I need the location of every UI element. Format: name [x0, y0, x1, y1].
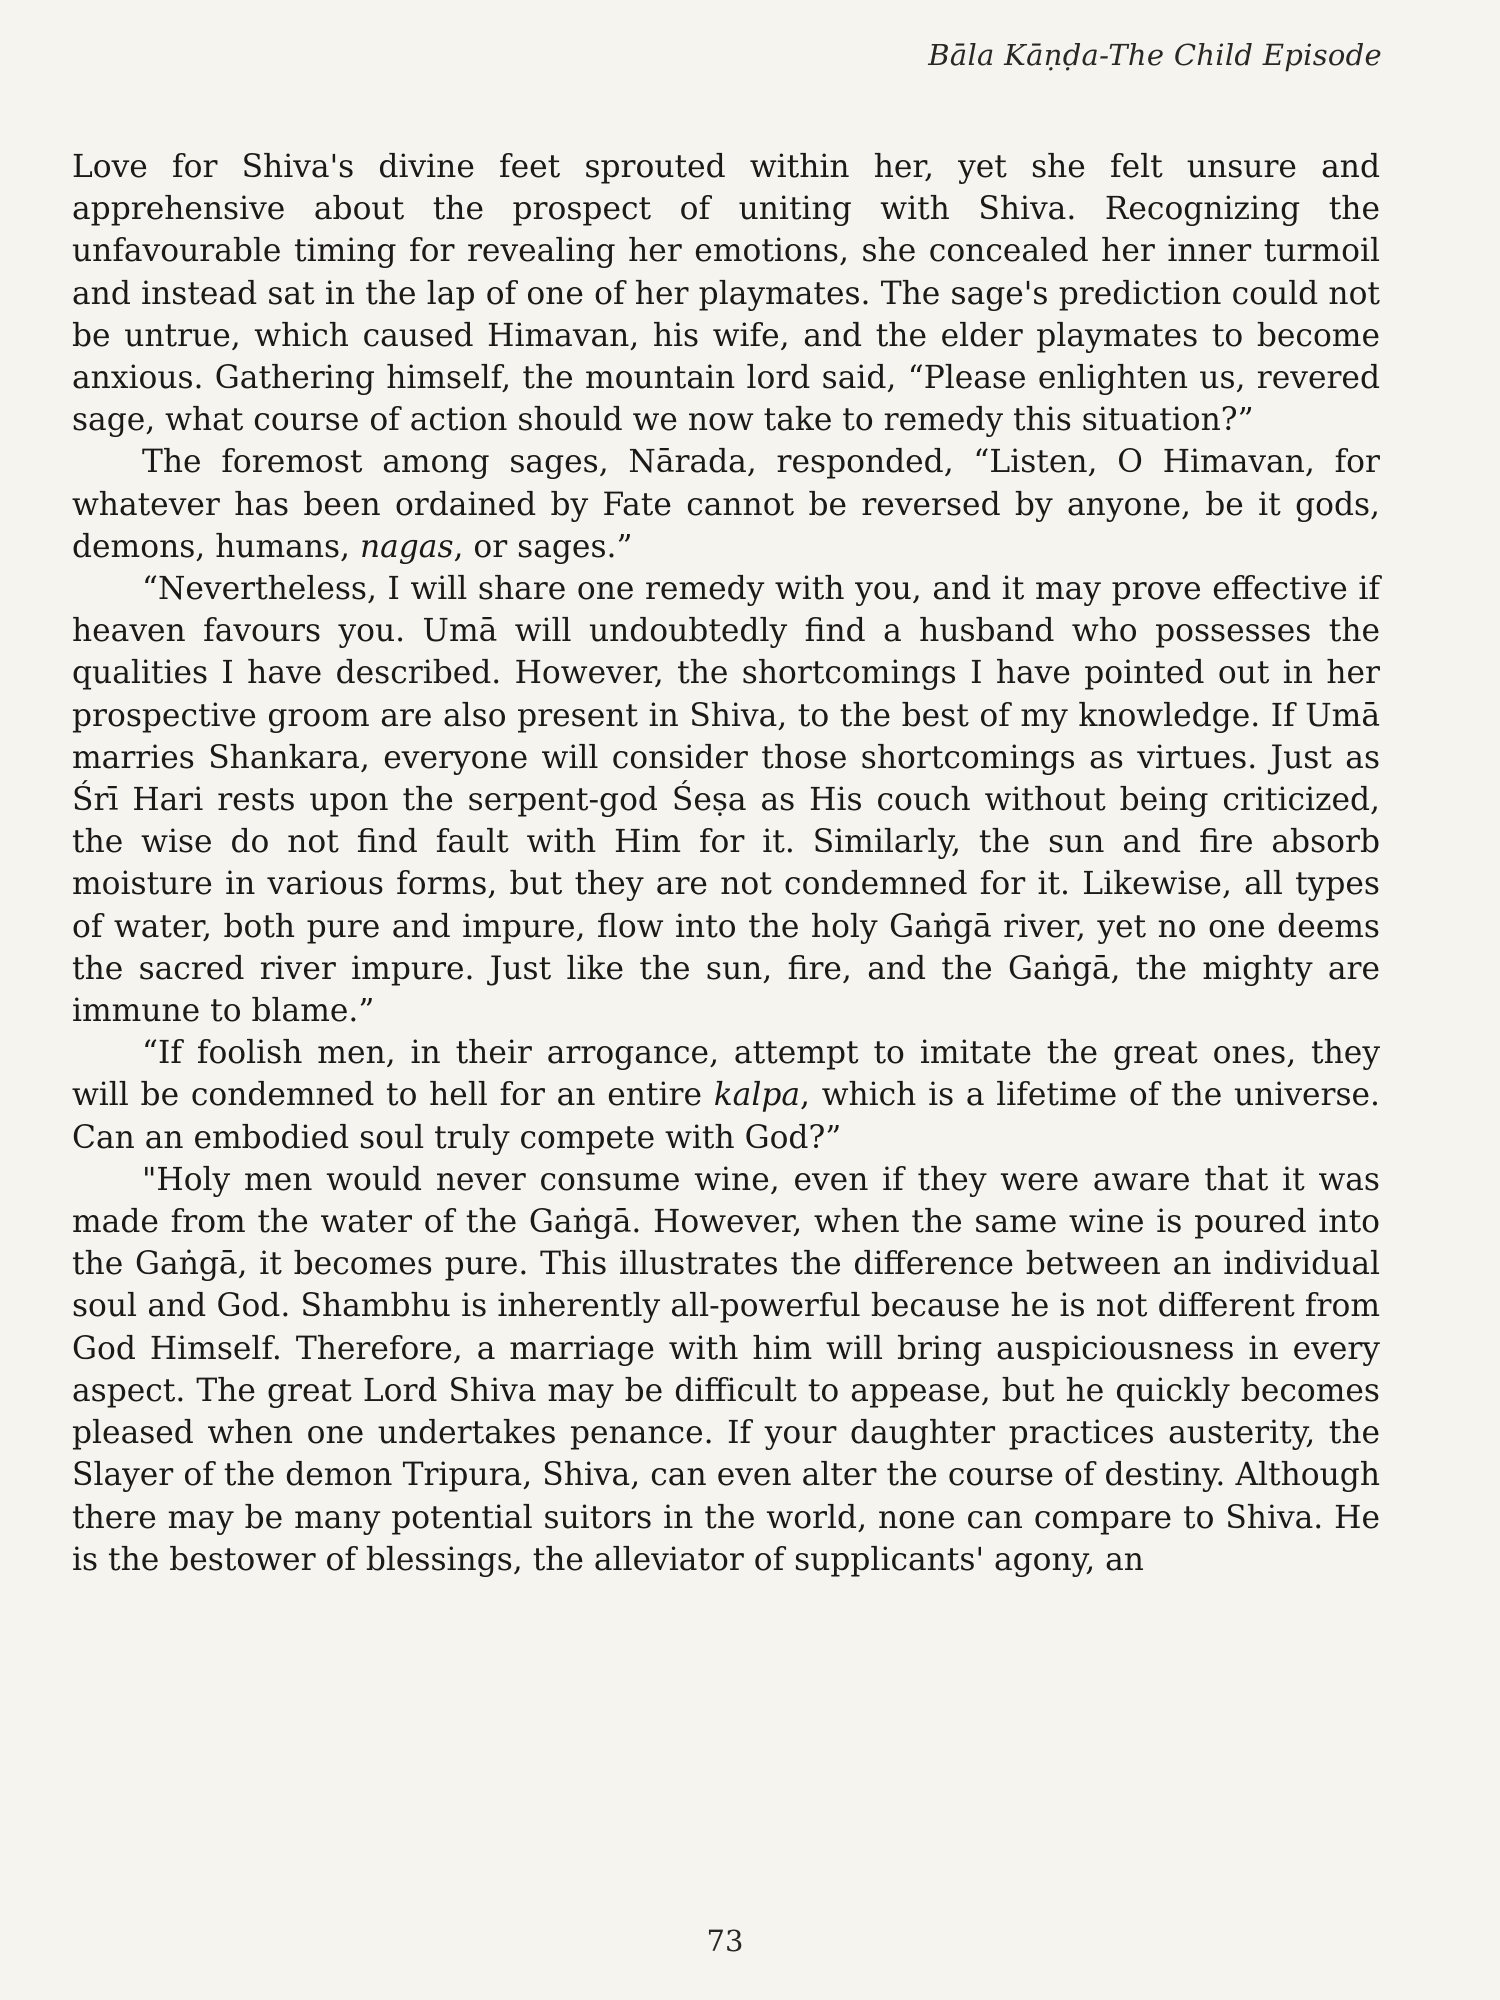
paragraph-text: “Nevertheless, I will share one remedy with you, and it may prove effective if heaven favours you. Umā will undoubtedly find a husband who possesses the qualities I have described. However, the shortcomings I have pointed out in her prospective groom are also present in Shiva, to the best of my knowledge. If Umā marries Shankara, everyone will consider those shortcomings as virtues. Just as Śrī Hari rests upon the serpent-god Śeṣa as His couch without being criticized, the wise do not find fault with Him for it. Similarly, the sun and fire absorb moisture in various forms, but they are not condemned for it. Likewise, all types of water, both pure and impure, flow into the holy Gaṅgā river, yet no one deems the sacred river impure. Just like the sun, fire, and the Gaṅgā, the mighty are immune to blame.”	[72, 571, 1380, 1030]
page-number: 73	[706, 1924, 744, 1958]
italic-term-kalpa: kalpa	[713, 1077, 801, 1114]
paragraph-text: , or sages.”	[453, 528, 633, 565]
paragraph-text: , which is a lifetime of the universe. Can an embodied soul truly compete with God?”	[72, 1077, 1381, 1156]
paragraph-2	[72, 441, 1380, 568]
paragraph-3	[72, 568, 1380, 1032]
paragraph-4	[72, 1032, 1380, 1159]
paragraph-1	[72, 146, 1380, 441]
paragraph-5	[72, 1159, 1380, 1581]
running-head: Bāla Kāṇḍa-The Child Episode	[928, 38, 1382, 72]
paragraph-text: “If foolish men, in their arrogance, attempt to imitate the great ones, they will be condemned to hell for an entire	[72, 1035, 1380, 1114]
paragraph-text: "Holy men would never consume wine, even if they were aware that it was made from the water of the Gaṅgā. However, when the same wine is poured into the Gaṅgā, it becomes pure. This illustrates the difference between an individual soul and God. Shambhu is inherently all-powerful because he is not different from God Himself. Therefore, a marriage with him will bring auspiciousness in every aspect. The great Lord Shiva may be difficult to appease, but he quickly becomes pleased when one undertakes penance. If your daughter practices austerity, the Slayer of the demon Tripura, Shiva, can even alter the course of destiny. Although there may be many potential suitors in the world, none can compare to Shiva. He is the bestower of blessings, the alleviator of supplicants' agony, an	[72, 1161, 1380, 1578]
paragraph-text: Love for Shiva's divine feet sprouted within her, yet she felt unsure and apprehensive about the prospect of uniting with Shiva. Recognizing the unfavourable timing for revealing her emotions, she concealed her inner turmoil and instead sat in the lap of one of her playmates. The sage's prediction could not be untrue, which caused Himavan, his wife, and the elder playmates to become anxious. Gathering himself, the mountain lord said, “Please enlighten us, revered sage, what course of action should we now take to remedy this situation?”	[72, 149, 1380, 439]
paragraph-text: The foremost among sages, Nārada, responded, “Listen, O Himavan, for whatever has been ordained by Fate cannot be reversed by anyone, be it gods, demons, humans,	[72, 444, 1380, 565]
body-text	[72, 146, 1380, 1581]
italic-term-nagas: nagas	[359, 528, 454, 565]
